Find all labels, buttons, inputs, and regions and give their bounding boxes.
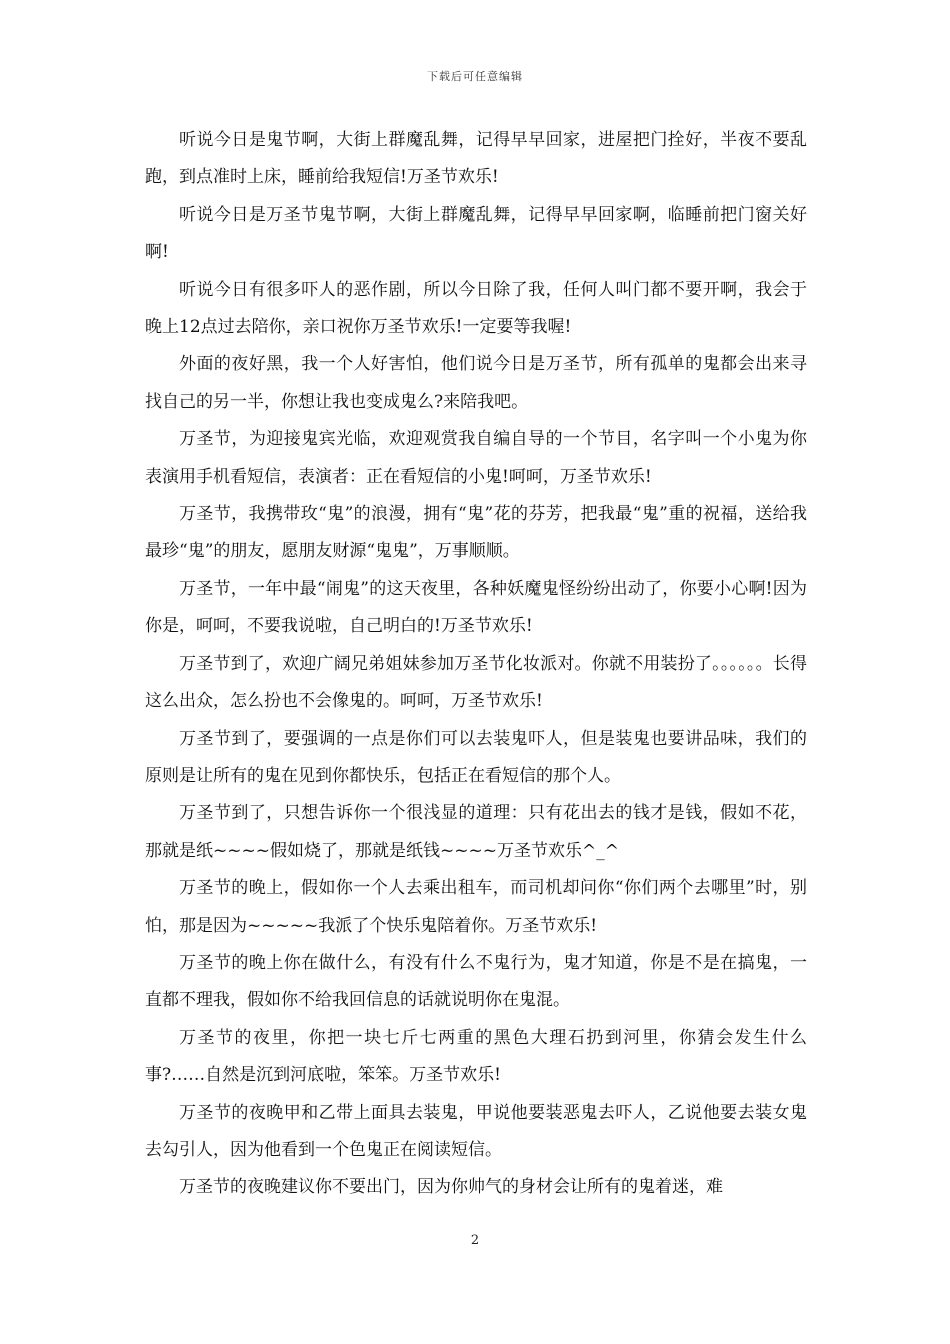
paragraph: 万圣节到了，只想告诉你一个很浅显的道理：只有花出去的钱才是钱，假如不花，那就是纸~~~~假如烧了，那就是纸钱~~~~万圣节欢乐^_^: [145, 803, 807, 861]
document-body: [145, 122, 807, 1207]
paragraph: 听说今日是鬼节啊，大街上群魔乱舞，记得早早回家，进屋把门拴好，半夜不要乱跑，到点准时上床，睡前给我短信!万圣节欢乐!: [145, 130, 807, 188]
paragraph: 听说今日是万圣节鬼节啊，大街上群魔乱舞，记得早早回家啊，临睡前把门窗关好啊!: [145, 204, 807, 263]
paragraph: 万圣节到了，要强调的一点是你们可以去装鬼吓人，但是装鬼也要讲品味，我们的原则是让所有的鬼在见到你都快乐，包括正在看短信的那个人。: [145, 728, 807, 786]
paragraph: 外面的夜好黑，我一个人好害怕，他们说今日是万圣节，所有孤单的鬼都会出来寻找自己的另一半，你想让我也变成鬼么?来陪我吧。: [145, 354, 807, 412]
paragraph: 万圣节的夜晚甲和乙带上面具去装鬼，甲说他要装恶鬼去吓人，乙说他要去装女鬼去勾引人，因为他看到一个色鬼正在阅读短信。: [145, 1102, 807, 1160]
paragraph: 万圣节的夜里，你把一块七斤七两重的黑色大理石扔到河里，你猜会发生什么事?……自然是沉到河底啦，笨笨。万圣节欢乐!: [145, 1027, 807, 1086]
paragraph: 万圣节，一年中最“闹鬼”的这天夜里，各种妖魔鬼怪纷纷出动了，你要小心啊!因为你是，呵呵，不要我说啦，自己明白的!万圣节欢乐!: [145, 578, 807, 637]
paragraph: 万圣节的晚上你在做什么，有没有什么不鬼行为，鬼才知道，你是不是在搞鬼，一直都不理我，假如你不给我回信息的话就说明你在鬼混。: [145, 952, 807, 1011]
page-header: 下载后可任意编辑: [427, 70, 523, 83]
paragraph: 听说今日有很多吓人的恶作剧，所以今日除了我，任何人叫门都不要开啊，我会于晚上12点过去陪你，亲口祝你万圣节欢乐!一定要等我喔!: [145, 279, 807, 338]
paragraph: 万圣节的夜晚建议你不要出门，因为你帅气的身材会让所有的鬼着迷，难: [179, 1177, 723, 1198]
page-number: 2: [470, 1233, 480, 1248]
paragraph: 万圣节的晚上，假如你一个人去乘出租车，而司机却问你“你们两个去哪里”时，别怕，那是因为~~~~~我派了个快乐鬼陪着你。万圣节欢乐!: [145, 878, 807, 936]
paragraph: 万圣节，为迎接鬼宾光临，欢迎观赏我自编自导的一个节目，名字叫一个小鬼为你表演用手机看短信，表演者：正在看短信的小鬼!呵呵，万圣节欢乐!: [145, 429, 807, 487]
paragraph: 万圣节到了，欢迎广阔兄弟姐妹参加万圣节化妆派对。你就不用装扮了。。。。。。长得这么出众，怎么扮也不会像鬼的。呵呵，万圣节欢乐!: [145, 653, 807, 712]
paragraph: 万圣节，我携带玫“鬼”的浪漫，拥有“鬼”花的芬芳，把我最“鬼”重的祝福，送给我最珍“鬼”的朋友，愿朋友财源“鬼鬼”，万事顺顺。: [145, 504, 807, 562]
